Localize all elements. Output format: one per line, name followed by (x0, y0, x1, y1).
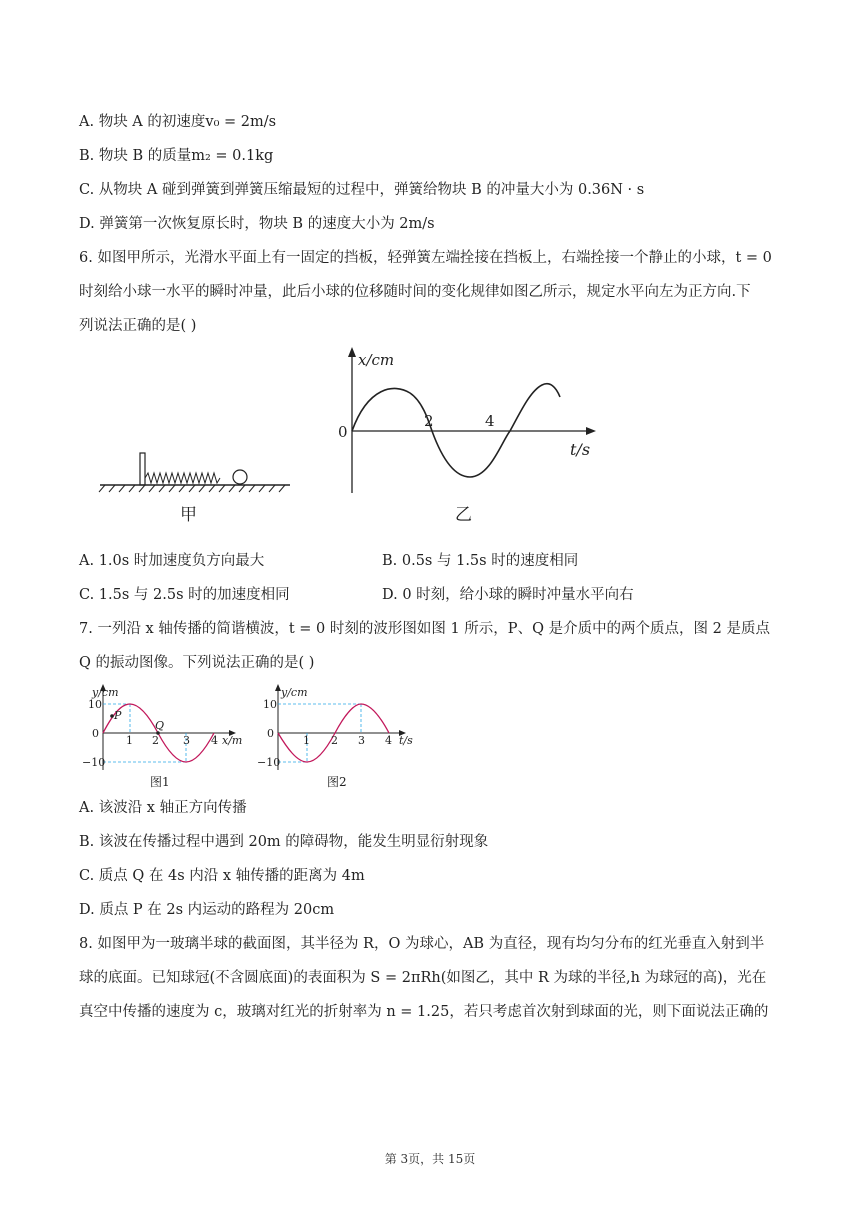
q7-figure-1-xlabel: x/m (222, 734, 243, 747)
q6-option-c: C. 1.5s 与 2.5s 时的加速度相同 (79, 587, 290, 603)
q7-figure-1-caption: 图1 (150, 775, 170, 789)
q8-stem-line1: 8. 如图甲为一玻璃半球的截面图，其半径为 R，O 为球心，AB 为直径，现有均匀分布的红光垂直入射到半 (79, 936, 765, 952)
q7-option-c: C. 质点 Q 在 4s 内沿 x 轴传播的距离为 4m (79, 868, 365, 884)
q7-figure-2-xtick-3: 3 (358, 734, 365, 747)
q6-stem-line2: 时刻给小球一水平的瞬时冲量，此后小球的位移随时间的变化规律如图乙所示，规定水平向左为正方向.下 (79, 284, 751, 300)
q7-figure-1-ytick-neg10: −10 (82, 756, 106, 769)
q7-figure-2-xtick-4: 4 (385, 734, 392, 747)
q5-option-b: B. 物块 B 的质量m₂ = 0.1kg (79, 148, 274, 164)
q7-figure-2-ytick-0: 0 (267, 727, 274, 740)
q6-figure-yi-tick-2: 2 (424, 412, 434, 430)
q7-stem-line1: 7. 一列沿 x 轴传播的简谐横波，t = 0 时刻的波形图如图 1 所示，P、Q 是介质中的两个质点，图 2 是质点 (79, 621, 771, 637)
q6-option-d: D. 0 时刻，给小球的瞬时冲量水平向右 (382, 587, 634, 603)
q7-figure-1-label-q: Q (155, 719, 165, 732)
q7-option-b: B. 该波在传播过程中遇到 20m 的障碍物，能发生明显衍射现象 (79, 834, 489, 850)
q7-figure-1-xtick-3: 3 (183, 734, 190, 747)
q7-figure-1-ylabel: y/cm (92, 686, 119, 699)
q7-figure-1-ytick-0: 0 (92, 727, 99, 740)
q6-option-a: A. 1.0s 时加速度负方向最大 (79, 553, 265, 569)
q7-stem-line2: Q 的振动图像。下列说法正确的是( ) (79, 655, 315, 671)
q6-stem-line3: 列说法正确的是( ) (79, 318, 197, 334)
q6-figure-yi-xlabel: t/s (570, 440, 591, 459)
q7-figure-1-ytick-10: 10 (88, 698, 102, 711)
q7-option-d: D. 质点 P 在 2s 内运动的路程为 20cm (79, 902, 335, 918)
q6-figure-yi-caption: 乙 (455, 505, 472, 525)
q7-figure-2-ytick-neg10: −10 (257, 756, 281, 769)
q7-figure-2-xtick-1: 1 (303, 734, 310, 747)
q7-figure-1-xtick-2: 2 (152, 734, 159, 747)
q8-stem-line3: 真空中传播的速度为 c，玻璃对红光的折射率为 n = 1.25，若只考虑首次射到球面的光，则下面说法正确的 (79, 1004, 769, 1020)
q7-figure-2-ytick-10: 10 (263, 698, 277, 711)
q7-option-a: A. 该波沿 x 轴正方向传播 (79, 800, 247, 816)
q6-figure-yi-ylabel: x/cm (358, 351, 395, 369)
q7-figure-2-ylabel: y/cm (281, 686, 308, 699)
q5-option-d: D. 弹簧第一次恢复原长时，物块 B 的速度大小为 2m/s (79, 216, 435, 232)
q6-figure-jia-caption: 甲 (180, 505, 197, 525)
q6-figure-yi-tick-4: 4 (485, 412, 495, 430)
q7-figure-1-xtick-1: 1 (126, 734, 133, 747)
q7-figure-1-xtick-4: 4 (211, 734, 218, 747)
q7-figure-2-caption: 图2 (327, 775, 347, 789)
q7-figure-2-xlabel: t/s (399, 734, 413, 747)
q5-option-c: C. 从物块 A 碰到弹簧到弹簧压缩最短的过程中，弹簧给物块 B 的冲量大小为 0.36N · s (79, 182, 645, 198)
q6-figure-yi-origin: 0 (338, 423, 348, 441)
q6-option-b: B. 0.5s 与 1.5s 时的速度相同 (382, 553, 579, 569)
page-footer: 第 3页，共 15页 (384, 1152, 476, 1166)
q8-stem-line2: 球的底面。已知球冠(不含圆底面)的表面积为 S = 2πRh(如图乙，其中 R 为球的半径,h 为球冠的高)，光在 (79, 970, 767, 986)
q6-stem-line1: 6. 如图甲所示，光滑水平面上有一固定的挡板，轻弹簧左端拴接在挡板上，右端拴接一个静止的小球，t = 0 (79, 250, 772, 266)
q7-figure-1-label-p: P (114, 709, 122, 722)
q7-figure-2-xtick-2: 2 (331, 734, 338, 747)
q5-option-a: A. 物块 A 的初速度v₀ = 2m/s (79, 114, 277, 130)
